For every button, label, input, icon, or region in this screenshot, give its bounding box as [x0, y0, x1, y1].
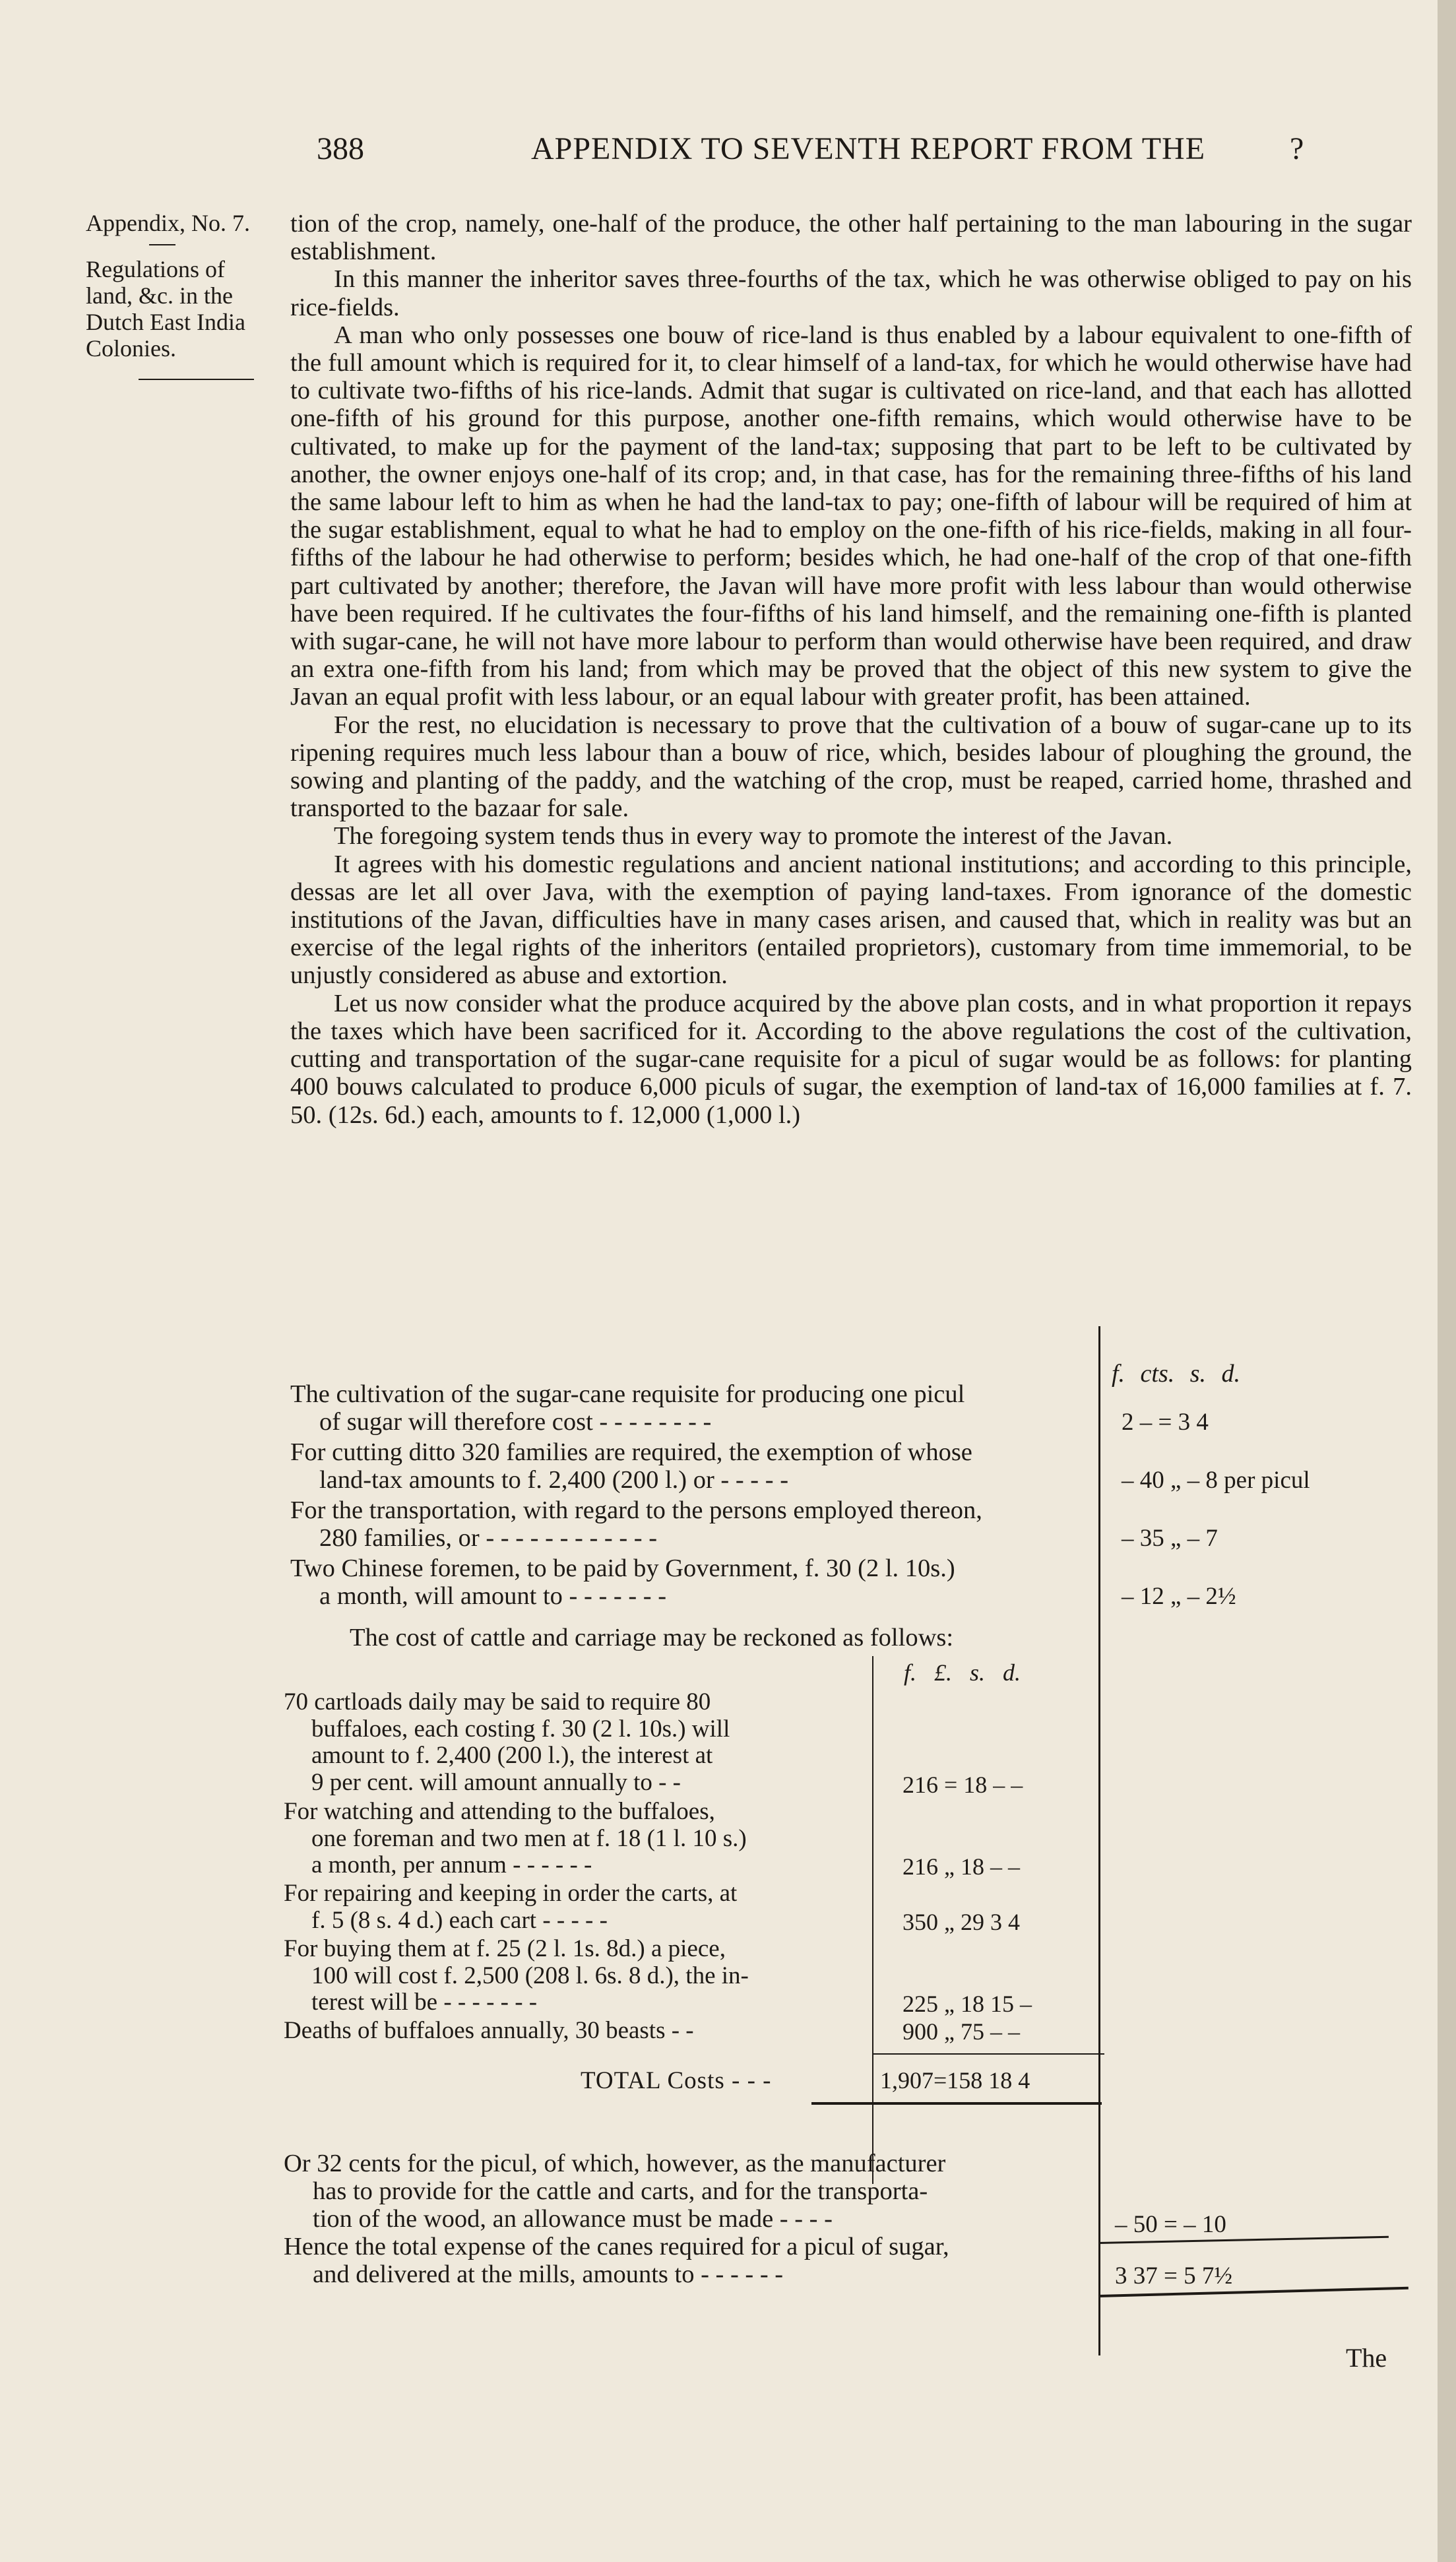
- final-line: has to provide for the cattle and carts, and for the transporta-: [313, 2177, 928, 2205]
- total-rule-bottom: [811, 2102, 1102, 2105]
- margin-line: Dutch East India: [86, 309, 245, 335]
- page-edge-shadow: [1438, 0, 1456, 2562]
- cattle-line: For repairing and keeping in order the carts, at: [284, 1880, 738, 1907]
- cattle-line: terest will be - - - - - - -: [311, 1989, 538, 2016]
- cattle-line: For watching and attending to the buffaloes,: [284, 1798, 715, 1825]
- page-number: 388: [317, 131, 364, 166]
- cost-column-rule: [1098, 1326, 1100, 2355]
- cattle-value-buying: 225 „ 18 15 –: [902, 1991, 1032, 2017]
- catchword: The: [1346, 2343, 1387, 2373]
- cost-item-line: of sugar will therefore cost - - - - - - - -: [319, 1408, 712, 1436]
- cattle-intro: The cost of cattle and carriage may be reckoned as follows:: [350, 1624, 954, 1651]
- cattle-item-repairing: [284, 1880, 866, 1934]
- cattle-item-deaths: [284, 2018, 866, 2045]
- paragraph: A man who only possesses one bouw of rice-land is thus enabled by a labour equivalent to one-fifth of the full amount which is required for it, to clear himself of a land-tax, for which he would otherwise have had to cultivate two-fifths of his rice-lands. Admit that sugar is cultivated on rice-land, and that each has allotted one-fifth of his ground for this purpose, another one-fifth remains, which would otherwise have to be cultivated, to make up for the payment of the land-tax; supposing that part to be left to be cultivated by another, the owner enjoys one-half of its crop; and, in that case, has for the remaining three-fifths of his land the same labour left to him as when he had the land-tax to pay; one-fifth of labour will be required of him at the sugar establishment, equal to what he had to employ on the one-fifth of his rice-fields, making in all four-fifths of the labour he had otherwise to perform; besides which, he had one-half of the crop of that one-fifth part cultivated by another; therefore, the Javan will have more profit with less labour than would otherwise have been required. If he cultivates the four-fifths of his land himself, and the remaining one-fifth is planted with sugar-cane, he will not have more labour to perform than would otherwise have been required, and draw an extra one-fifth from his land; from which may be proved that the object of this new system to give the Javan an equal profit with less labour, or an equal labour with greater profit, has been attained.: [290, 321, 1412, 711]
- header-mark: ?: [1290, 131, 1304, 166]
- cost-item-line: 280 families, or - - - - - - - - - - - -: [319, 1524, 658, 1552]
- cattle-item-watching: [284, 1799, 866, 1879]
- cattle-line: buffaloes, each costing f. 30 (2 l. 10s.) will: [311, 1715, 730, 1743]
- cost-item-line: land-tax amounts to f. 2,400 (200 l.) or - - - - -: [319, 1466, 789, 1494]
- final-line: Or 32 cents for the picul, of which, however, as the manufacturer: [284, 2150, 946, 2177]
- final-line: Hence the total expense of the canes required for a picul of sugar,: [284, 2233, 949, 2260]
- cost-item-line: a month, will amount to - - - - - - -: [319, 1582, 667, 1610]
- cost-item-cutting: [290, 1438, 1092, 1494]
- cattle-column-header: f. £. s. d.: [904, 1659, 1021, 1686]
- final-line: and delivered at the mills, amounts to - - - - - -: [313, 2260, 784, 2288]
- cost-item-foremen: [290, 1554, 1092, 1610]
- cost-item-line: The cultivation of the sugar-cane requisite for producing one picul: [290, 1380, 965, 1408]
- cost-value-cutting: – 40 „ – 8 per picul: [1122, 1467, 1310, 1494]
- cost-item-line: For the transportation, with regard to the persons employed thereon,: [290, 1496, 982, 1524]
- cattle-line: a month, per annum - - - - - -: [311, 1851, 592, 1878]
- total-costs-value: 1,907=158 18 4: [880, 2067, 1030, 2094]
- margin-line: Regulations of: [86, 256, 225, 282]
- paragraph: In this manner the inheritor saves three-fourths of the tax, which he was otherwise obliged to pay on his rice-fields.: [290, 265, 1412, 321]
- cost-item-line: Two Chinese foremen, to be paid by Government, f. 30 (2 l. 10s.): [290, 1554, 955, 1582]
- cattle-item-buffaloes: [284, 1689, 866, 1796]
- total-costs-label: TOTAL Costs - - -: [581, 2067, 772, 2094]
- cattle-line: f. 5 (8 s. 4 d.) each cart - - - - -: [311, 1906, 608, 1934]
- paragraph: For the rest, no elucidation is necessary to prove that the cultivation of a bouw of sugar-cane up to its ripening requires much less labour than a bouw of rice, which, besides labour of ploughing the ground, the sowing and planting of the paddy, and the watching of the crop, must be reaped, carried home, thrashed and transported to the bazaar for sale.: [290, 711, 1412, 823]
- cattle-line: 9 per cent. will amount annually to - -: [311, 1768, 681, 1796]
- paragraph: Let us now consider what the produce acquired by the above plan costs, and in what proportion it repays the taxes which have been sacrificed for it. According to the above regulations the cost of the cultivation, cutting and transportation of the sugar-cane requisite for a picul of sugar would be as follows: for planting 400 bouws calculated to produce 6,000 piculs of sugar, the exemption of land-tax of 16,000 families at f. 7. 50. (12s. 6d.) each, amounts to f. 12,000 (1,000 l.): [290, 989, 1412, 1129]
- cost-item-cultivation: [290, 1380, 1092, 1436]
- cost-item-transportation: [290, 1496, 1092, 1552]
- cattle-line: For buying them at f. 25 (2 l. 1s. 8d.) a piece,: [284, 1935, 726, 1962]
- margin-line: land, &c. in the: [86, 282, 233, 309]
- allowance-item: [284, 2150, 1085, 2233]
- cattle-line: 70 cartloads daily may be said to require 80: [284, 1688, 711, 1715]
- cost-value-cultivation: 2 – = 3 4: [1122, 1409, 1209, 1436]
- page-title: APPENDIX TO SEVENTH REPORT FROM THE: [531, 131, 1206, 166]
- cost-value-transportation: – 35 „ – 7: [1122, 1525, 1218, 1552]
- paragraph: tion of the crop, namely, one-half of the produce, the other half pertaining to the man labouring in the sugar establishment.: [290, 210, 1412, 266]
- final-line: tion of the wood, an allowance must be made - - - -: [313, 2205, 833, 2233]
- paragraph: The foregoing system tends thus in every way to promote the interest of the Javan.: [334, 822, 1173, 850]
- cattle-value-deaths: 900 „ 75 – –: [902, 2018, 1020, 2045]
- margin-line: Colonies.: [86, 335, 177, 362]
- cattle-line: 100 will cost f. 2,500 (208 l. 6s. 8 d.), the in-: [311, 1962, 749, 1989]
- cattle-item-buying: [284, 1936, 866, 2016]
- allowance-value: – 50 = – 10: [1115, 2211, 1226, 2238]
- margin-appendix-label: Appendix, No. 7.: [86, 210, 250, 236]
- cattle-line: amount to f. 2,400 (200 l.), the interest at: [311, 1742, 713, 1769]
- cattle-value-buffaloes: 216 = 18 – –: [902, 1772, 1023, 1798]
- cattle-value-watching: 216 „ 18 – –: [902, 1853, 1020, 1880]
- margin-rule: [139, 379, 254, 380]
- cattle-line: one foreman and two men at f. 18 (1 l. 10 s.): [311, 1824, 747, 1852]
- total-rule-top: [872, 2053, 1104, 2055]
- margin-dash: [149, 244, 175, 245]
- cost-column-header: f. cts. s. d.: [1112, 1360, 1241, 1388]
- cost-value-foremen: – 12 „ – 2½: [1122, 1583, 1236, 1610]
- cattle-value-repairing: 350 „ 29 3 4: [902, 1909, 1020, 1935]
- margin-regulations-note: [86, 256, 297, 362]
- cattle-line: Deaths of buffaloes annually, 30 beasts - -: [284, 2017, 694, 2044]
- running-head: [317, 131, 1333, 170]
- total-expense-item: [284, 2233, 1085, 2288]
- total-expense-value: 3 37 = 5 7½: [1115, 2262, 1233, 2290]
- cattle-column-rule: [872, 1656, 873, 2184]
- cost-item-line: For cutting ditto 320 families are required, the exemption of whose: [290, 1438, 972, 1466]
- paragraph: It agrees with his domestic regulations and ancient national institutions; and according to this principle, dessas are let all over Java, with the exemption of paying land-taxes. From ignorance of the domestic institutions of the Javan, difficulties have in many cases arisen, and caused that, which in reality was but an exercise of the legal rights of the inheritors (entailed proprietors), customary from time immemorial, to be unjustly considered as abuse and extortion.: [290, 850, 1412, 990]
- body-text: [290, 210, 1412, 1129]
